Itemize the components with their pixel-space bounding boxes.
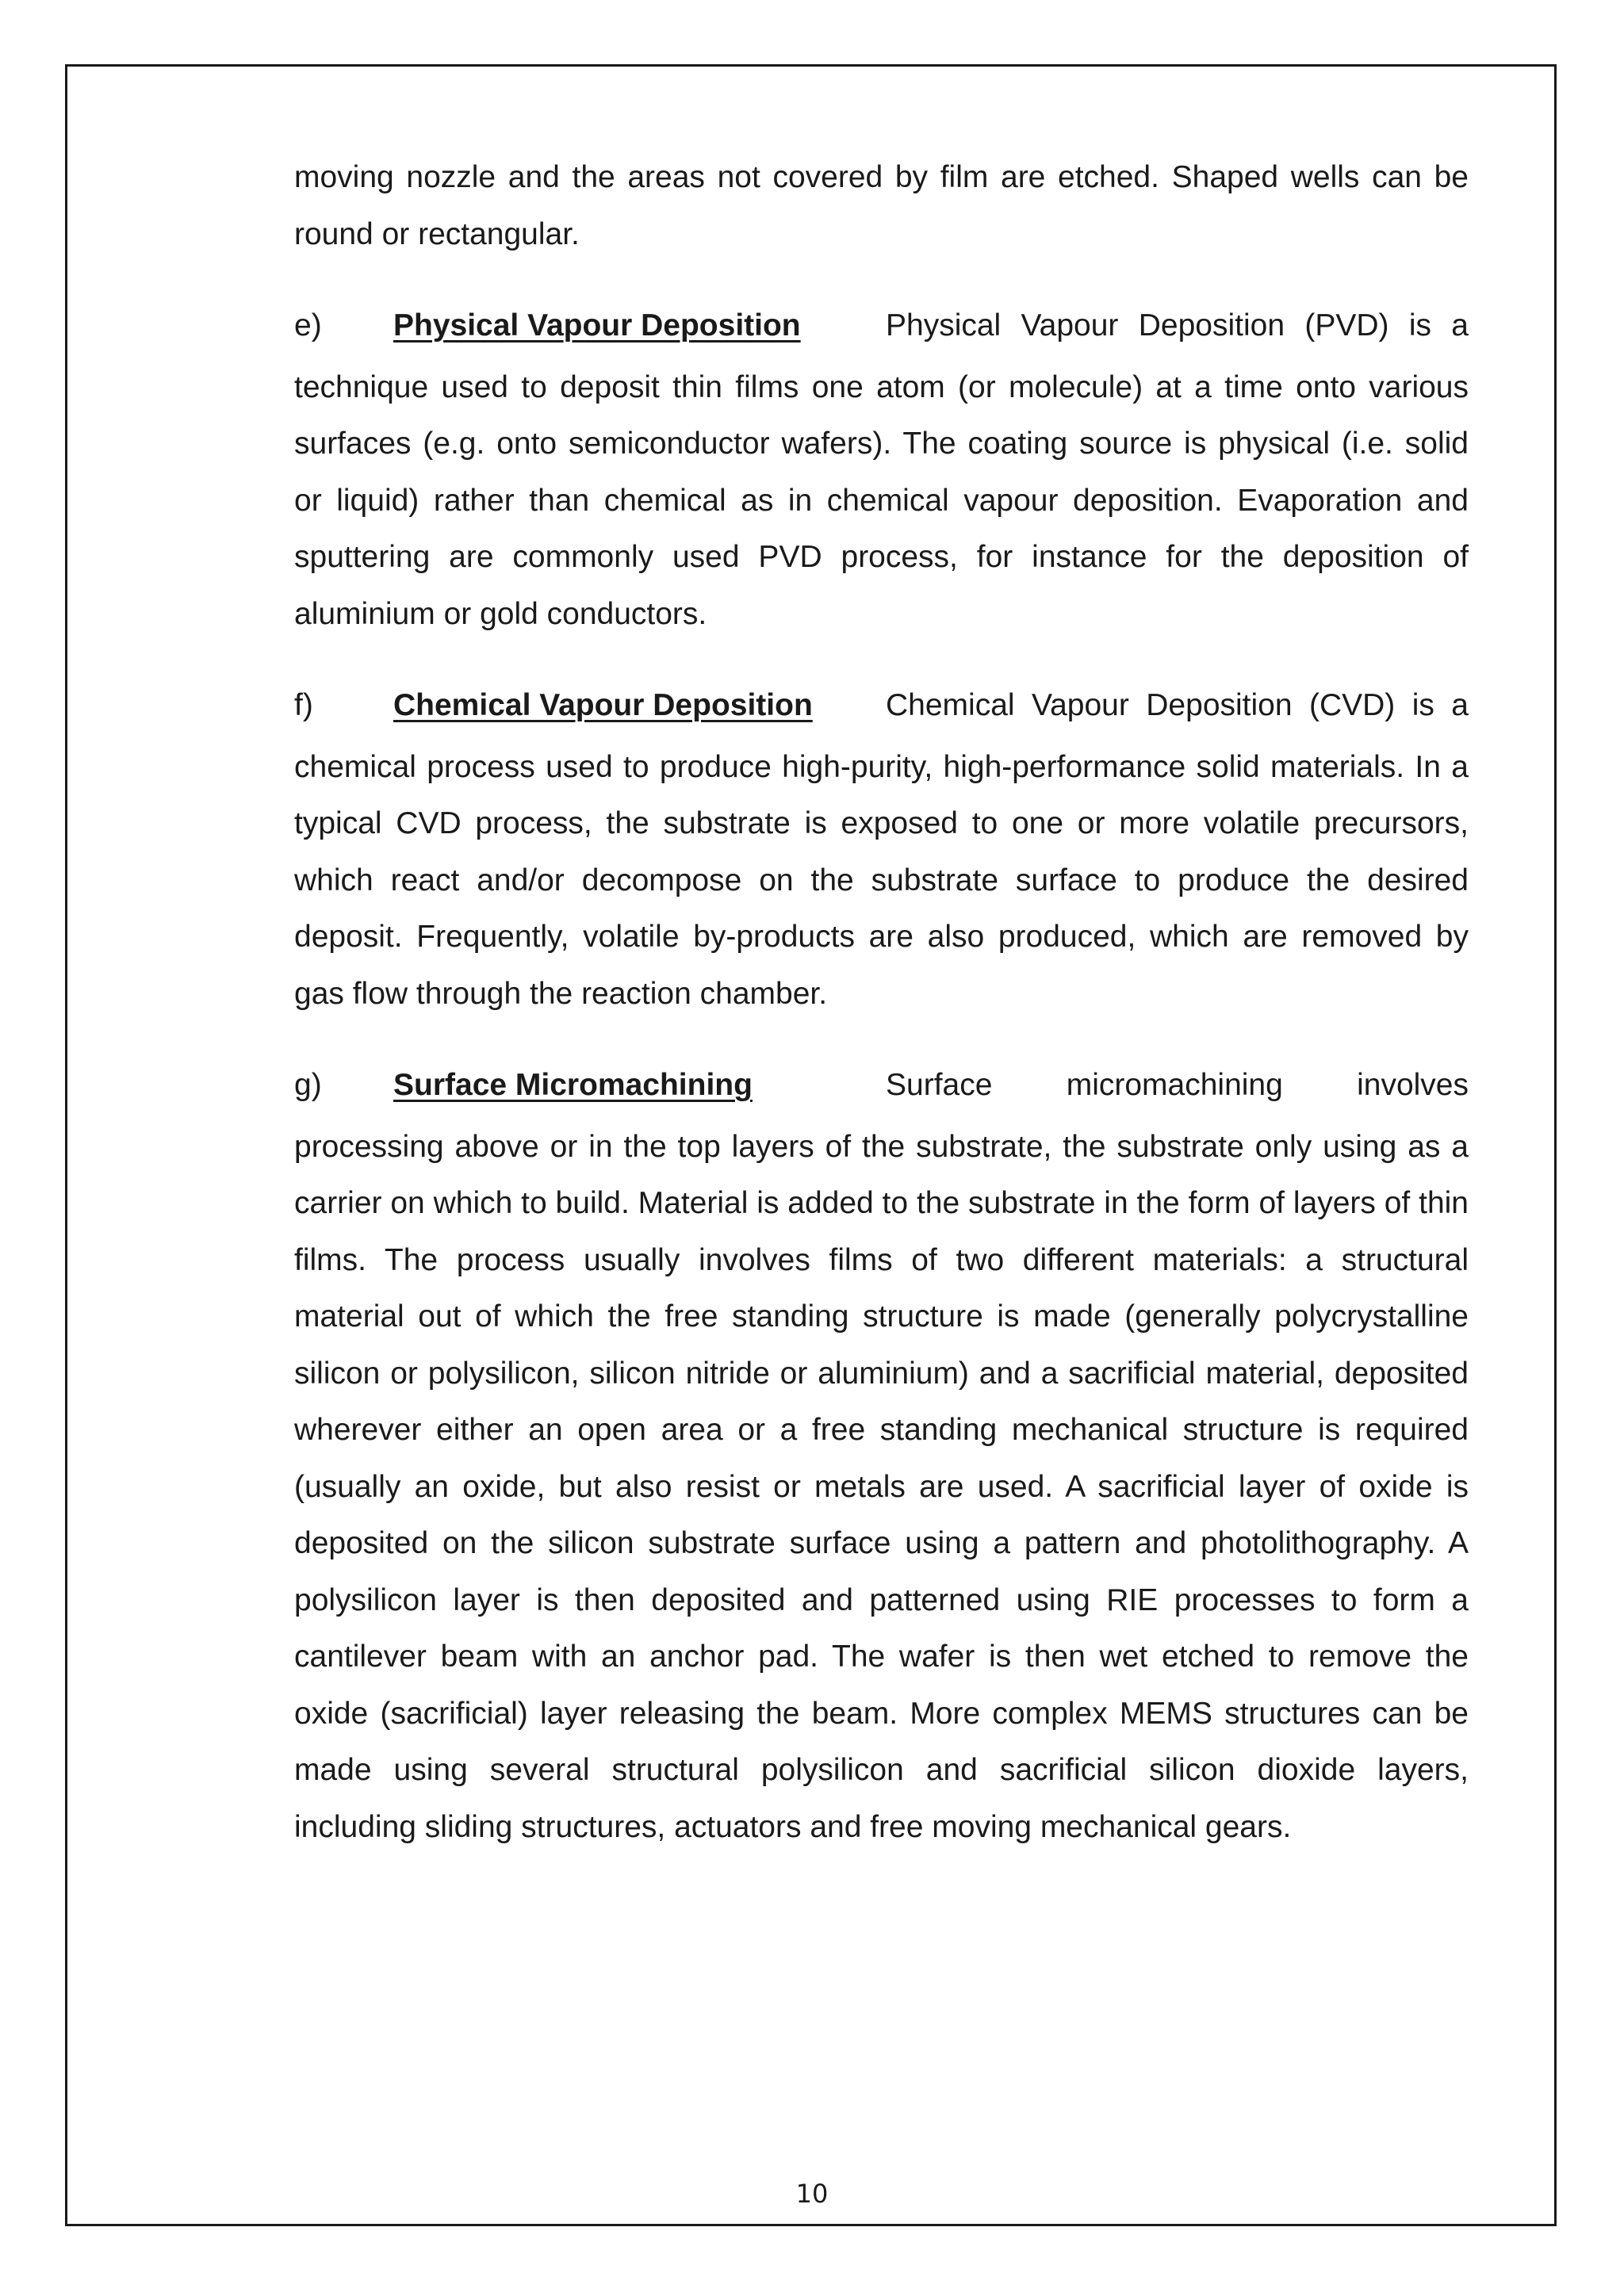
section-lead [294,1057,1469,1114]
section-heading: Surface Micromachining [393,1068,753,1102]
section-first-line: Physical Vapour Deposition (PVD) is a [886,308,1469,342]
section-cvd [294,677,1469,1022]
document-body [294,149,1469,1890]
section-lead [294,297,1469,354]
section-lead [294,677,1469,734]
section-body: chemical process used to produce high-purity, high-performance solid materials. In a typical CVD process, the substrate is exposed to one or more volatile precursors, which react and/or decompose on the substrate surface to produce the desired deposit. Frequently, volatile by-products are also produced, which are removed by gas flow through the reaction chamber. [294,749,1469,1011]
section-body: technique used to deposit thin films one atom (or molecule) at a time onto various surfaces (e.g. onto semiconductor wafers). The coating source is physical (i.e. solid or liquid) rather than chemical as in chemical vapour deposition. Evaporation and sputtering are commonly used PVD process, for instance for the deposition of aluminium or gold conductors. [294,369,1469,631]
page-number: 10 [795,2179,829,2209]
section-surface-micromachining [294,1057,1469,1855]
section-heading: Chemical Vapour Deposition [393,688,813,722]
section-body: processing above or in the top layers of the substrate, the substrate only using as a carrier on which to build. Material is added to the substrate in the form of layers of thin films. The process usually involves films of two different materials: a structural material out of which the free standing structure is made (generally polycrystalline silicon or polysilicon, silicon nitride or aluminium) and a sacrificial material, deposited wherever either an open area or a free standing mechanical structure is required (usually an oxide, but also resist or metals are used. A sacrificial layer of oxide is deposited on the silicon substrate surface using a pattern and photolithography. A polysilicon layer is then deposited and patterned using RIE processes to form a cantilever beam with an anchor pad. The wafer is then wet etched to remove the oxide (sacrificial) layer releasing the beam. More complex MEMS structures can be made using several structural polysilicon and sacrificial silicon dioxide layers, including sliding structures, actuators and free moving mechanical gears. [294,1129,1469,1844]
section-pvd [294,297,1469,642]
intro-paragraph: moving nozzle and the areas not covered by film are etched. Shaped wells can be round or rectangular. [294,160,1469,251]
section-label: e) [294,308,322,342]
section-first-line: Surface micromachining involves [886,1068,1469,1102]
section-first-line: Chemical Vapour Deposition (CVD) is a [886,688,1469,722]
section-label: g) [294,1068,322,1102]
section-label: f) [294,688,313,722]
section-heading: Physical Vapour Deposition [393,308,801,342]
